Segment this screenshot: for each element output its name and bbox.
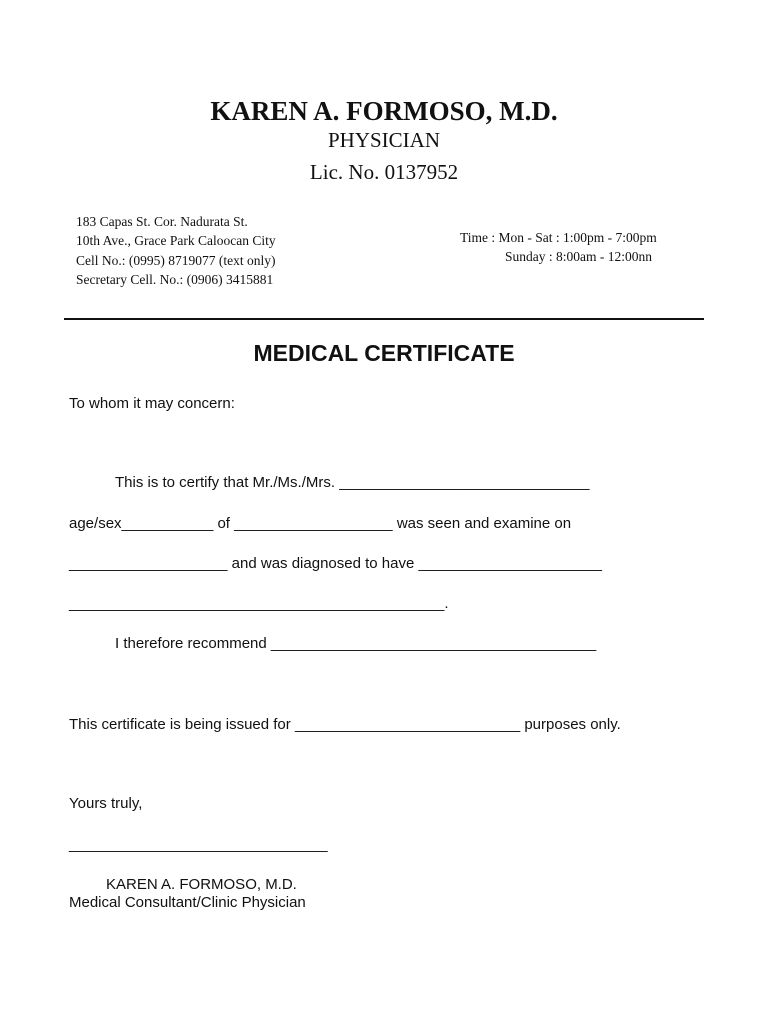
- cell-number: Cell No.: (0995) 8719077 (text only): [76, 253, 276, 268]
- secretary-cell-number: Secretary Cell. No.: (0906) 3415881: [76, 272, 274, 287]
- diagnosis-continuation-line: _____________________________________________.: [69, 595, 449, 612]
- header-divider: [64, 318, 704, 320]
- license-number: Lic. No. 0137952: [309, 160, 459, 184]
- recommendation-line: I therefore recommend _______________________________________: [115, 635, 597, 652]
- address-line-2: 10th Ave., Grace Park Caloocan City: [76, 233, 276, 248]
- schedule-weekday: Time : Mon - Sat : 1:00pm - 7:00pm: [460, 230, 657, 245]
- schedule-sunday: Sunday : 8:00am - 12:00nn: [505, 249, 652, 264]
- doctor-name: KAREN A. FORMOSO, M.D.: [210, 96, 558, 126]
- age-sex-line: age/sex___________ of ___________________ was seen and examine on: [69, 515, 572, 532]
- salutation: To whom it may concern:: [69, 395, 235, 412]
- closing: Yours truly,: [69, 795, 143, 812]
- certify-line: This is to certify that Mr./Ms./Mrs. ______________________________: [115, 474, 590, 491]
- signature-line: _______________________________: [69, 836, 328, 853]
- diagnosis-line: ___________________ and was diagnosed to have ______________________: [69, 555, 603, 572]
- certificate-title: MEDICAL CERTIFICATE: [253, 340, 515, 366]
- purpose-line: This certificate is being issued for ___________________________ purposes only.: [69, 716, 621, 733]
- signatory-role: Medical Consultant/Clinic Physician: [69, 894, 306, 911]
- address-line-1: 183 Capas St. Cor. Nadurata St.: [76, 214, 248, 229]
- doctor-title: PHYSICIAN: [327, 128, 440, 152]
- signatory-name: KAREN A. FORMOSO, M.D.: [106, 876, 297, 893]
